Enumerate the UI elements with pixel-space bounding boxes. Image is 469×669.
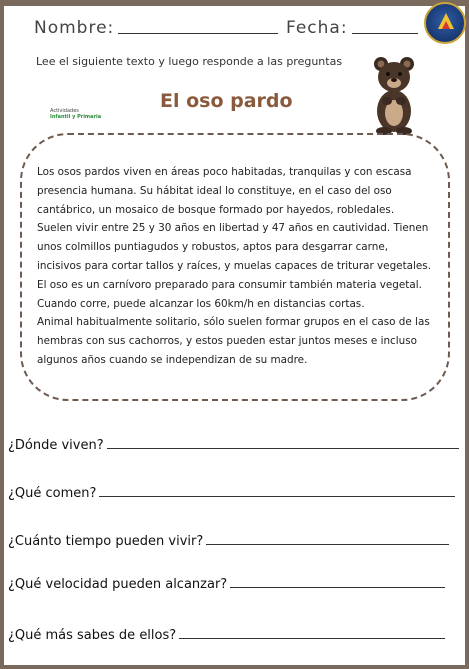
right-border xyxy=(465,0,469,669)
answer-line-5[interactable] xyxy=(179,637,445,639)
text-line: cantábrico, un mosaico de bosque formado por hayedos, robledales. xyxy=(37,203,395,216)
text-line: presencia humana. Su hábitat ideal lo constituye, en el caso del oso xyxy=(37,184,392,197)
question-4 xyxy=(8,577,445,592)
date-label: Fecha: xyxy=(286,18,348,38)
name-label: Nombre: xyxy=(34,18,115,38)
answer-line-4[interactable] xyxy=(230,586,445,588)
text-line: incisivos para cortar tallos y raíces, y muelas capaces de triturar vegetales. xyxy=(37,259,432,272)
date-line[interactable] xyxy=(352,32,418,34)
reading-text xyxy=(37,163,437,370)
question-label: ¿Qué velocidad pueden alcanzar? xyxy=(8,577,228,592)
page-title: El oso pardo xyxy=(160,90,293,112)
date-field[interactable] xyxy=(286,14,418,38)
reading-text-box xyxy=(20,133,450,401)
question-2 xyxy=(8,486,455,501)
top-border xyxy=(0,0,469,6)
answer-line-3[interactable] xyxy=(206,543,449,545)
question-1 xyxy=(8,438,459,453)
bottom-border xyxy=(0,665,469,669)
question-label: ¿Dónde viven? xyxy=(8,438,104,453)
text-line: Cuando corre, puede alcanzar los 60km/h en distancias cortas. xyxy=(37,297,365,310)
question-label: ¿Qué comen? xyxy=(8,486,97,501)
text-line: unos colmillos puntiagudos y robustos, aptos para desgarrar carne, xyxy=(37,241,389,254)
question-5 xyxy=(8,628,445,643)
question-3 xyxy=(8,534,449,549)
text-line: El oso es un carnívoro preparado para consumir también materia vegetal. xyxy=(37,278,422,291)
logo-inner-triangle-icon xyxy=(442,21,450,29)
text-line: hembras con sus cachorros, y estos pueden estar juntos meses e incluso xyxy=(37,335,418,348)
question-label: ¿Cuánto tiempo pueden vivir? xyxy=(8,534,204,549)
brand-logo: Actividades Infantil y Primaria xyxy=(50,108,102,120)
logo xyxy=(424,2,466,44)
answer-line-2[interactable] xyxy=(99,495,455,497)
text-line: Los osos pardos viven en áreas poco habitadas, tranquilas y con escasa xyxy=(37,166,412,178)
name-line[interactable] xyxy=(118,32,278,34)
bear-illustration xyxy=(371,55,417,135)
text-line: Animal habitualmente solitario, sólo suelen formar grupos en el caso de las xyxy=(37,316,430,329)
instructions: Lee el siguiente texto y luego responde a las preguntas xyxy=(36,55,343,68)
name-field[interactable] xyxy=(34,14,278,38)
text-line: algunos años cuando se independizan de su madre. xyxy=(37,353,308,366)
question-label: ¿Qué más sabes de ellos? xyxy=(8,628,177,643)
text-line: Suelen vivir entre 25 y 30 años en libertad y 47 años en cautividad. Tienen xyxy=(37,222,429,235)
answer-line-1[interactable] xyxy=(107,447,459,449)
left-border xyxy=(0,0,4,669)
